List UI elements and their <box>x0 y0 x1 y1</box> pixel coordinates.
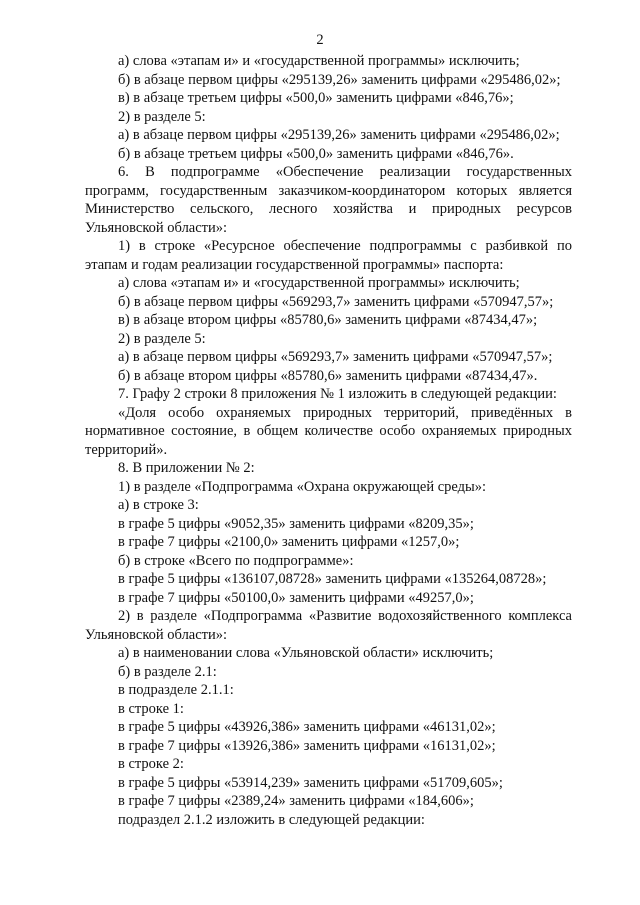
paragraph: подраздел 2.1.2 изложить в следующей редакции: <box>118 811 425 828</box>
paragraph: в графе 5 цифры «9052,35» заменить цифрами «8209,35»; <box>118 515 474 532</box>
page-number: 2 <box>316 32 324 48</box>
paragraph: в графе 5 цифры «53914,239» заменить цифрами «51709,605»; <box>118 774 503 791</box>
paragraph: «Доля особо охраняемых природных территорий, приведённых в нормативное состояние, в общем количестве особо охраняемых природных территорий». <box>85 404 572 458</box>
paragraph: а) в строке 3: <box>118 497 199 513</box>
paragraph: 2) в разделе 5: <box>118 330 206 347</box>
paragraph: в графе 7 цифры «13926,386» заменить цифрами «16131,02»; <box>118 737 496 754</box>
paragraph: 1) в разделе «Подпрограмма «Охрана окружающей среды»: <box>118 478 487 495</box>
paragraph: в графе 7 цифры «2389,24» заменить цифрами «184,606»; <box>118 793 474 809</box>
paragraph: в) в абзаце втором цифры «85780,6» заменить цифрами «87434,47»; <box>118 312 538 328</box>
paragraph: в графе 5 цифры «43926,386» заменить цифрами «46131,02»; <box>118 719 496 735</box>
paragraph: б) в разделе 2.1: <box>118 663 217 680</box>
paragraph: 2) в разделе «Подпрограмма «Развитие водохозяйственного комплекса Ульяновской области»: <box>85 608 572 643</box>
paragraph: 6. В подпрограмме «Обеспечение реализации государственных программ, государственным заказчиком-координатором которых является Министерство сельского, лесного хозяйства и природных ресурсов Ульяновской области»: <box>85 164 572 236</box>
paragraph: в графе 5 цифры «136107,08728» заменить цифрами «135264,08728»; <box>118 571 547 587</box>
paragraph: а) слова «этапам и» и «государственной программы» исключить; <box>118 53 520 69</box>
paragraph: 2) в разделе 5: <box>118 108 206 125</box>
paragraph: б) в абзаце третьем цифры «500,0» заменить цифрами «846,76». <box>118 145 514 162</box>
paragraph: в строке 2: <box>118 756 184 772</box>
paragraph: в строке 1: <box>118 700 184 717</box>
paragraph: а) в абзаце первом цифры «295139,26» заменить цифрами «295486,02»; <box>118 127 560 143</box>
paragraph: б) в абзаце первом цифры «295139,26» заменить цифрами «295486,02»; <box>118 71 561 88</box>
paragraph: в графе 7 цифры «50100,0» заменить цифрами «49257,0»; <box>118 589 474 606</box>
paragraph: 1) в строке «Ресурсное обеспечение подпрограммы с разбивкой по этапам и годам реализации государственной программы» паспорта: <box>85 238 572 273</box>
document-body <box>85 52 572 829</box>
paragraph: а) слова «этапам и» и «государственной программы» исключить; <box>118 275 520 291</box>
paragraph: 7. Графу 2 строки 8 приложения № 1 изложить в следующей редакции: <box>118 386 557 402</box>
paragraph: в) в абзаце третьем цифры «500,0» заменить цифрами «846,76»; <box>118 90 514 106</box>
paragraph: в подразделе 2.1.1: <box>118 682 234 698</box>
paragraph: б) в абзаце первом цифры «569293,7» заменить цифрами «570947,57»; <box>118 293 554 310</box>
paragraph: а) в наименовании слова «Ульяновской области» исключить; <box>118 645 494 661</box>
paragraph: 8. В приложении № 2: <box>118 460 255 476</box>
paragraph: в графе 7 цифры «2100,0» заменить цифрами «1257,0»; <box>118 534 460 550</box>
paragraph: б) в абзаце втором цифры «85780,6» заменить цифрами «87434,47». <box>118 367 538 384</box>
paragraph: б) в строке «Всего по подпрограмме»: <box>118 552 354 569</box>
paragraph: а) в абзаце первом цифры «569293,7» заменить цифрами «570947,57»; <box>118 349 553 365</box>
